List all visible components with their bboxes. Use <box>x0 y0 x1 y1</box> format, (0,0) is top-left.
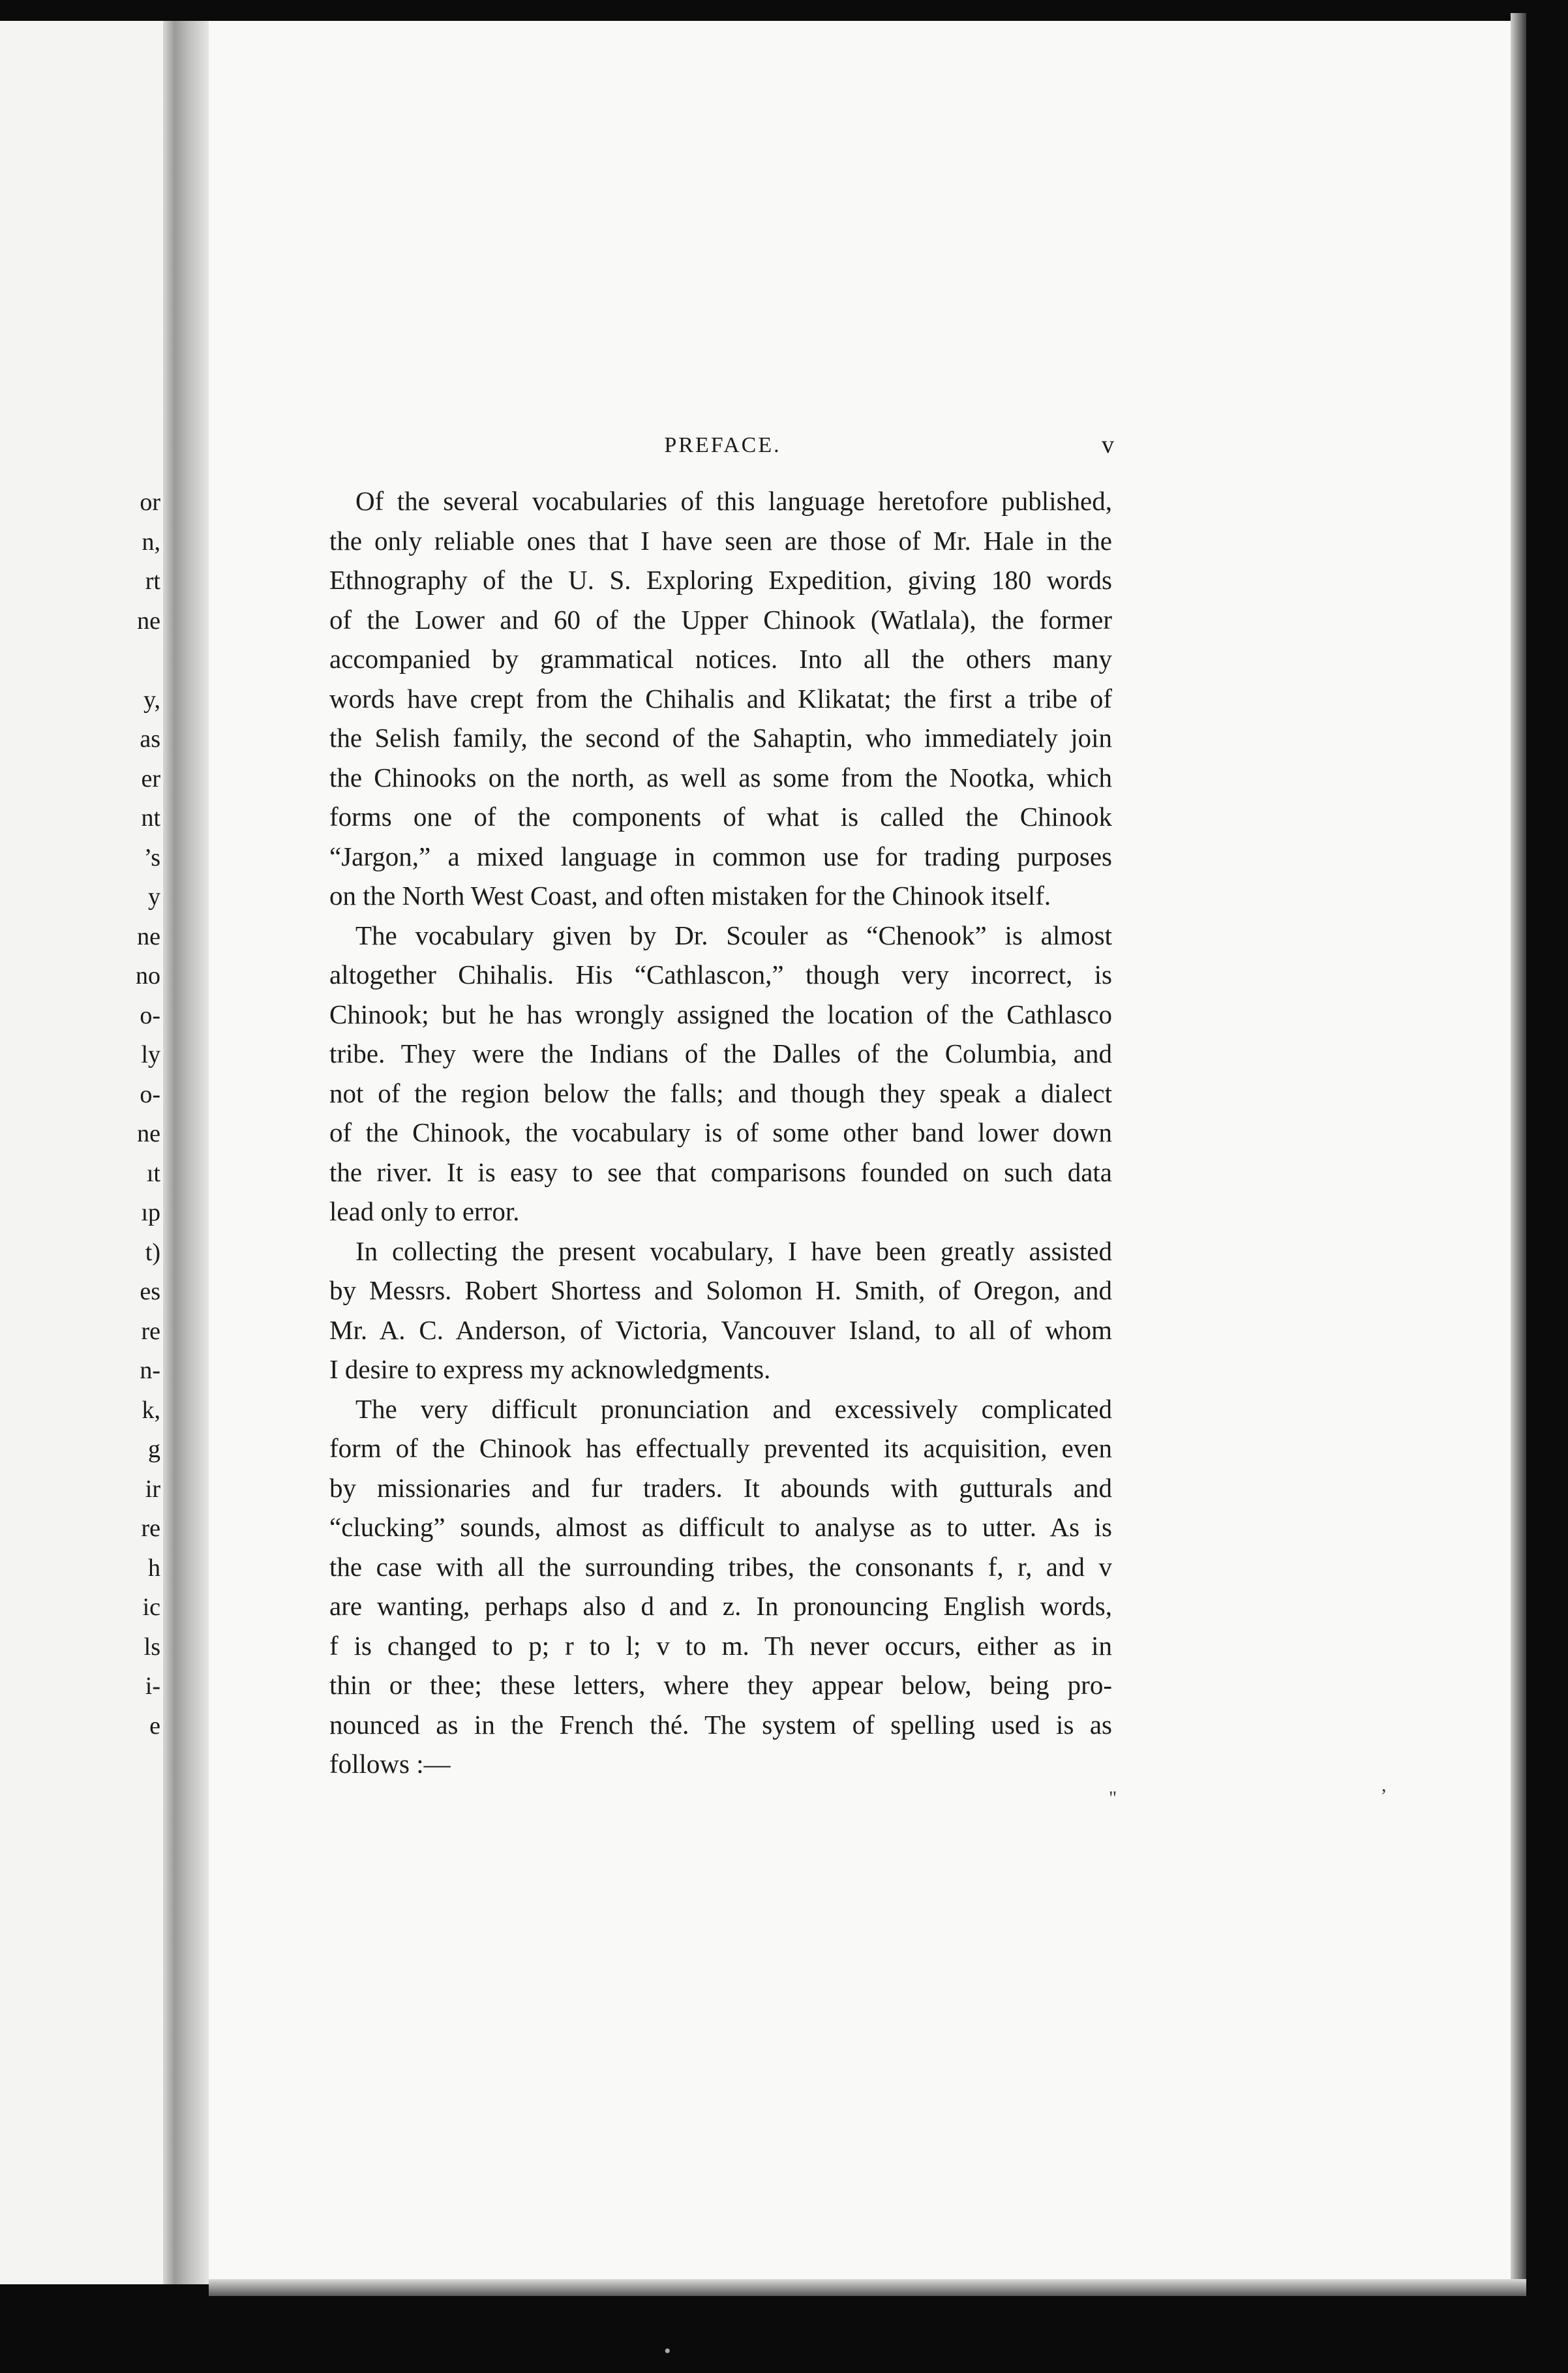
line-ending-fragment: n, <box>142 528 160 556</box>
line-ending-fragment: ls <box>143 1633 160 1661</box>
text-line: the only reliable ones that I have seen are those of Mr. Hale in the <box>329 525 1112 556</box>
text-line: by missionaries and fur traders. It abounds with gutturals and <box>329 1472 1112 1503</box>
paragraph <box>329 1232 1112 1389</box>
book-gutter <box>163 21 209 2284</box>
scan-speck: • <box>664 2340 671 2362</box>
running-title: PREFACE. <box>664 433 781 457</box>
line-ending-fragment: re <box>141 1515 160 1542</box>
line-ending-fragment: e <box>149 1712 160 1740</box>
text-line: are wanting, perhaps also d and z. In pronouncing English words, <box>329 1591 1112 1621</box>
text-line: In collecting the present vocabulary, I have been greatly assisted <box>355 1235 1112 1266</box>
paragraph <box>329 1389 1112 1784</box>
line-ending-fragment: n- <box>140 1357 160 1384</box>
line-ending-fragment: ne <box>137 607 160 635</box>
text-line: accompanied by grammatical notices. Into all the others many <box>329 644 1112 674</box>
text-line: lead only to error. <box>329 1196 520 1226</box>
line-ending-fragment: g <box>148 1436 160 1463</box>
page-edge-shadow <box>1511 13 1526 2290</box>
line-ending-fragment: re <box>141 1317 160 1345</box>
line-ending-fragment: t) <box>145 1238 160 1266</box>
text-line: nounced as in the French thé. The system of spelling used is as <box>329 1709 1112 1740</box>
text-line: of the Chinook, the vocabulary is of some other band lower down <box>329 1117 1112 1147</box>
text-line: of the Lower and 60 of the Upper Chinook (Watlala), the former <box>329 604 1112 635</box>
line-ending-fragment: nt <box>141 804 160 832</box>
running-head <box>331 431 1114 463</box>
previous-page-line-endings <box>0 483 163 1746</box>
line-ending-fragment: ıp <box>141 1199 160 1226</box>
line-ending-fragment: er <box>141 764 160 793</box>
text-line: by Messrs. Robert Shortess and Solomon H. Smith, of Oregon, and <box>329 1275 1112 1305</box>
text-line: tribe. They were the Indians of the Dalles of the Columbia, and <box>329 1038 1112 1068</box>
line-ending-fragment: rt <box>145 567 160 595</box>
line-ending-fragment: ic <box>142 1594 160 1621</box>
line-ending-fragment: i- <box>145 1672 160 1700</box>
line-ending-fragment: ne <box>137 922 160 950</box>
line-ending-fragment: h <box>148 1554 160 1582</box>
line-ending-fragment: y <box>148 883 160 911</box>
line-ending-fragment: ne <box>137 1120 160 1147</box>
paragraph <box>329 916 1112 1232</box>
page-bottom-edge <box>209 2279 1526 2296</box>
line-ending-fragment: k, <box>142 1396 160 1424</box>
line-ending-fragment: ly <box>141 1041 160 1068</box>
body-text <box>329 481 1112 1784</box>
text-line: form of the Chinook has effectually prevented its acquisition, even <box>329 1433 1112 1463</box>
text-line: Ethnography of the U. S. Exploring Expedition, giving 180 words <box>329 565 1112 595</box>
line-ending-fragment: ir <box>145 1475 160 1503</box>
text-line: The very difficult pronunciation and excessively complicated <box>355 1393 1112 1424</box>
text-line: “clucking” sounds, almost as difficult to analyse as to utter. As is <box>329 1512 1112 1542</box>
text-line: altogether Chihalis. His “Cathlascon,” though very incorrect, is <box>329 960 1112 990</box>
line-ending-fragment: es <box>140 1278 160 1305</box>
text-line: on the North West Coast, and often mistaken for the Chinook itself. <box>329 881 1051 911</box>
text-line: f is changed to p; r to l; v to m. Th never occurs, either as in <box>329 1630 1112 1661</box>
text-line: the Selish family, the second of the Sahaptin, who immediately join <box>329 723 1112 753</box>
text-line: “Jargon,” a mixed language in common use for trading purposes <box>329 841 1112 871</box>
text-line: not of the region below the falls; and though they speak a dialect <box>329 1078 1112 1108</box>
line-ending-fragment: y, <box>143 686 160 714</box>
paragraph <box>329 481 1112 916</box>
line-ending-fragment: or <box>140 489 160 516</box>
text-line: thin or thee; these letters, where they appear below, being pro- <box>329 1670 1112 1700</box>
text-line: Of the several vocabularies of this language heretofore published, <box>355 486 1112 516</box>
line-ending-fragment: o- <box>140 1001 160 1029</box>
text-line: words have crept from the Chihalis and Klikatat; the first a tribe of <box>329 683 1112 714</box>
text-line: forms one of the components of what is called the Chinook <box>329 802 1112 832</box>
text-line: The vocabulary given by Dr. Scouler as “Chenook” is almost <box>355 920 1112 950</box>
text-line: the Chinooks on the north, as well as some from the Nootka, which <box>329 762 1112 793</box>
scan-speck: " <box>1109 1787 1117 1809</box>
text-line: Chinook; but he has wrongly assigned the location of the Cathlasco <box>329 999 1112 1029</box>
text-line: the river. It is easy to see that comparisons founded on such data <box>329 1156 1112 1187</box>
text-line: the case with all the surrounding tribes, the consonants f, r, and v <box>329 1551 1112 1582</box>
text-line: Mr. A. C. Anderson, of Victoria, Vancouver Island, to all of whom <box>329 1314 1112 1345</box>
text-line: I desire to express my acknowledgments. <box>329 1354 771 1384</box>
line-ending-fragment: no <box>136 962 160 990</box>
page-number: v <box>1102 431 1114 459</box>
line-ending-fragment: ıt <box>146 1159 160 1187</box>
scan-speck: , <box>1381 1774 1387 1796</box>
line-ending-fragment: o- <box>140 1080 160 1108</box>
text-line: follows :— <box>329 1749 451 1779</box>
line-ending-fragment: ’s <box>143 843 160 871</box>
line-ending-fragment <box>0 641 163 680</box>
line-ending-fragment: as <box>140 725 160 753</box>
